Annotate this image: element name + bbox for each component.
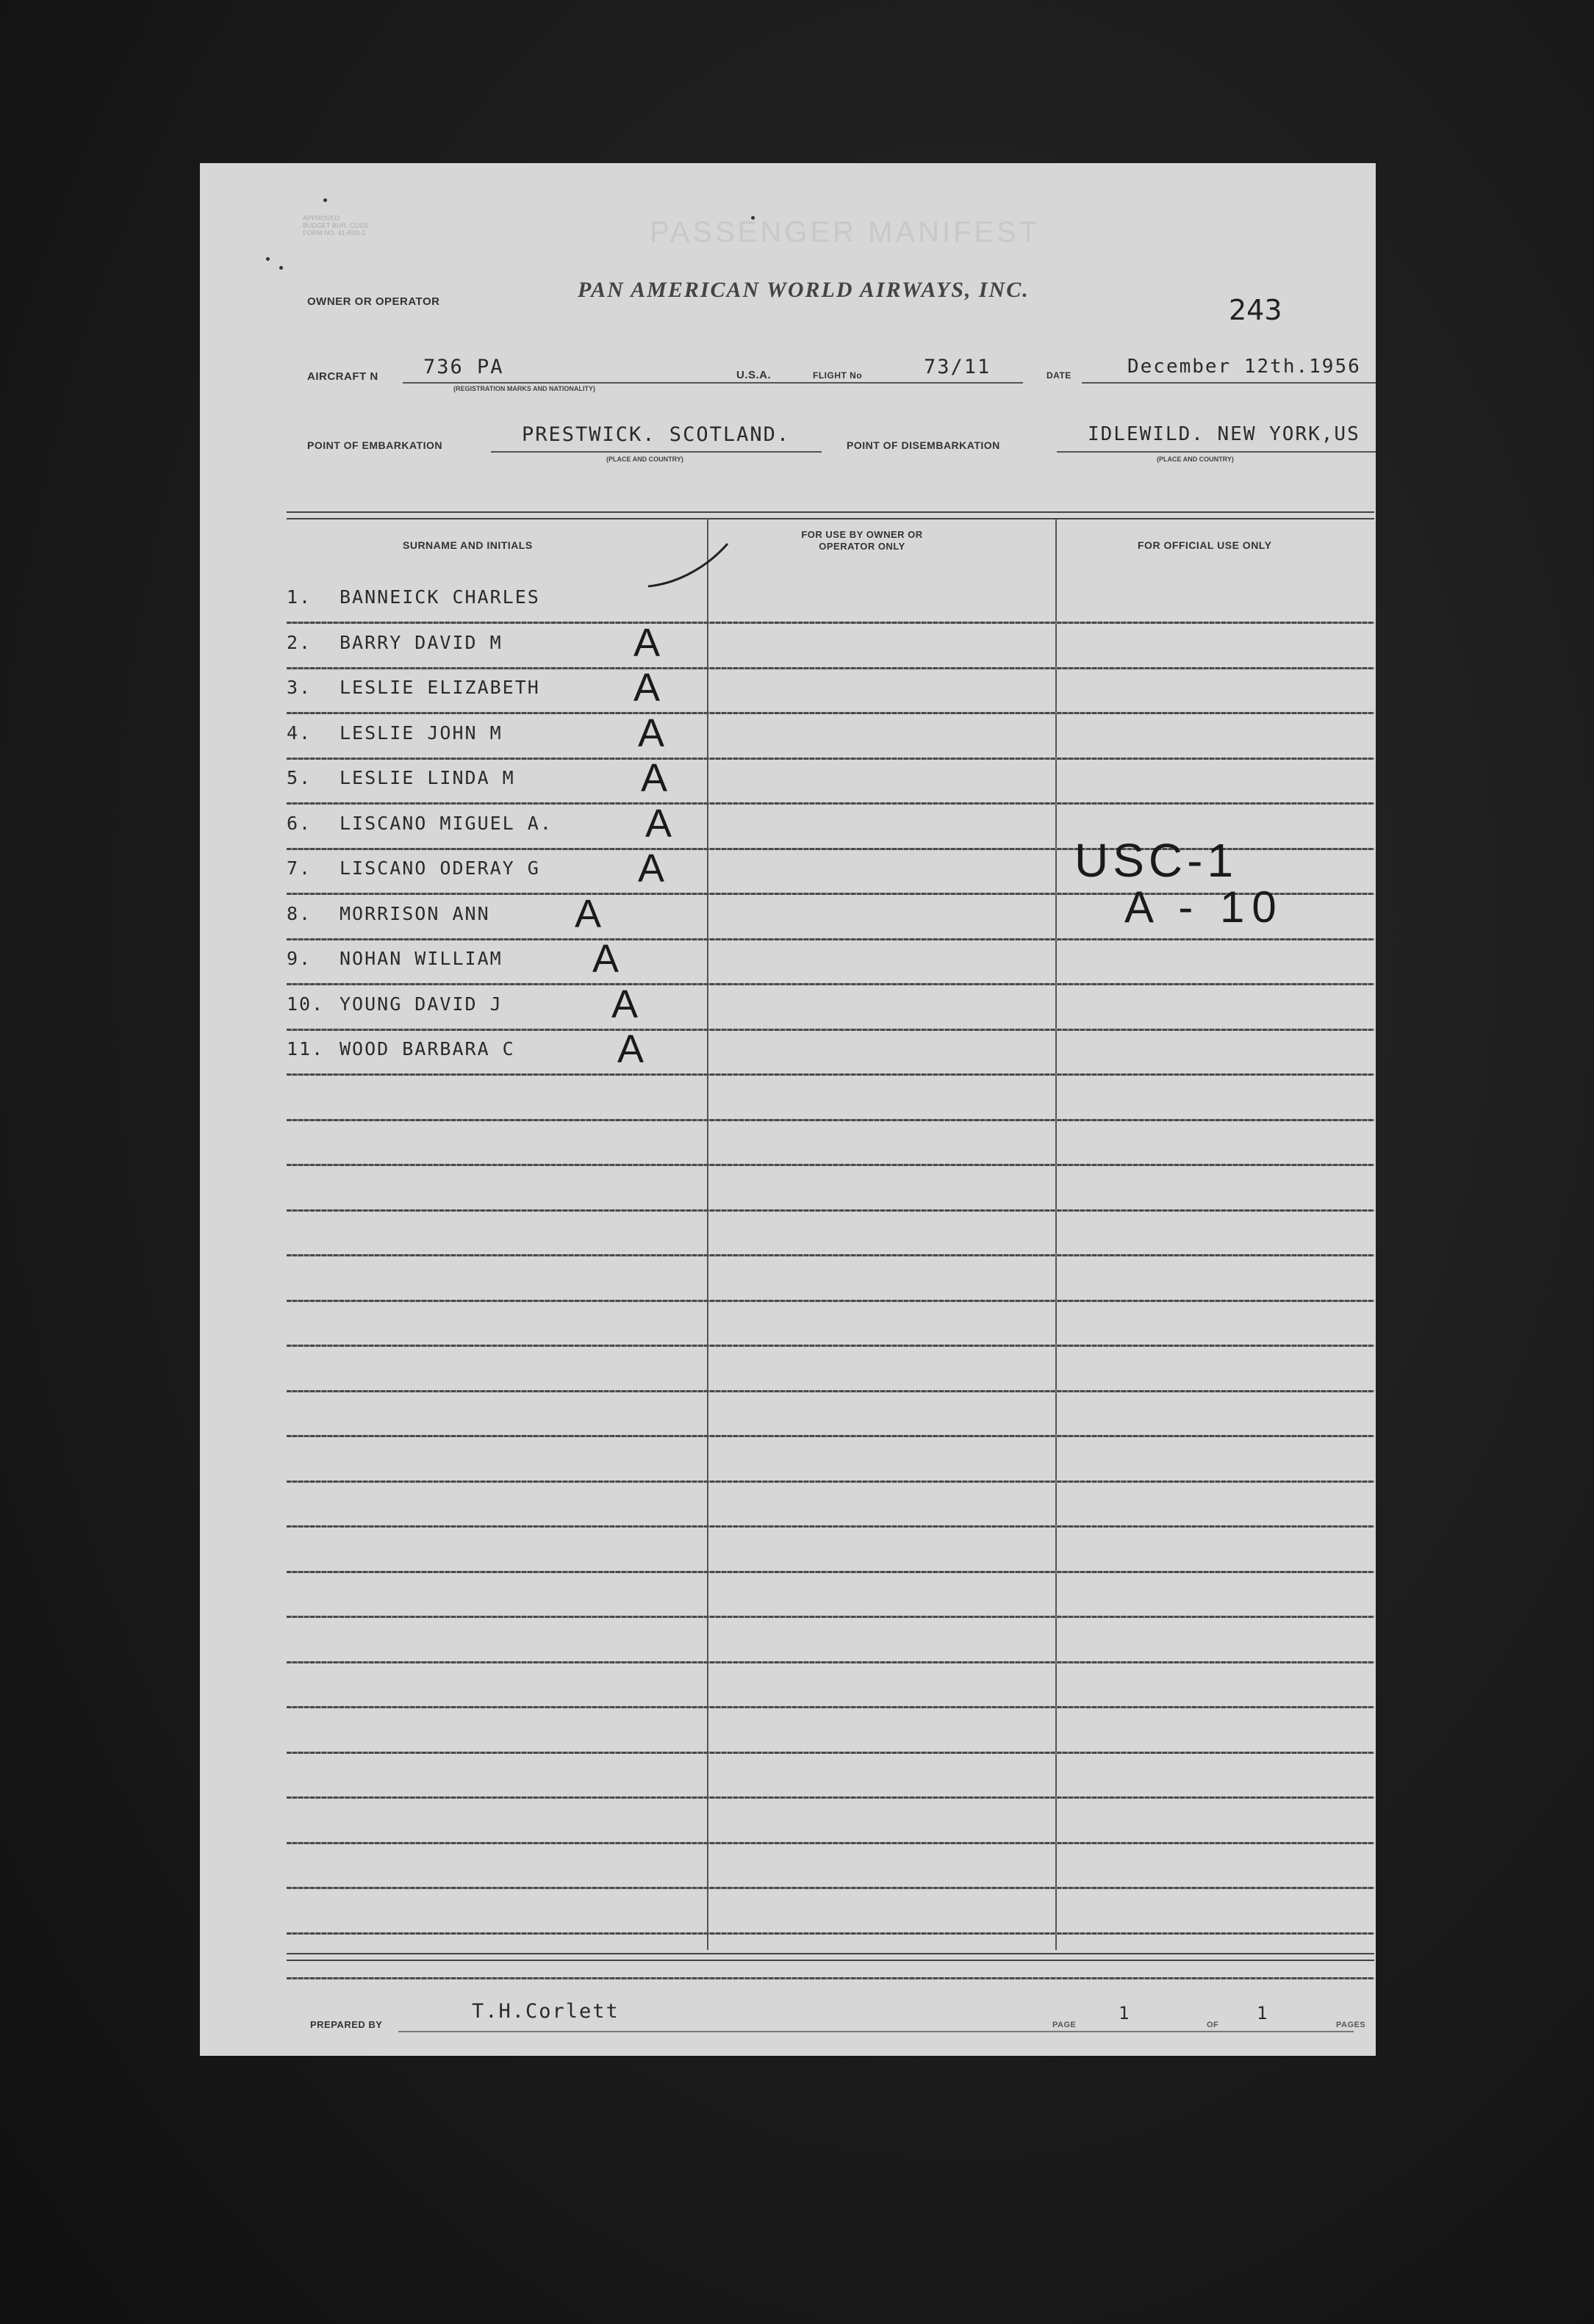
table-rule bbox=[287, 1435, 1374, 1437]
table-rule bbox=[287, 758, 1374, 760]
table-rule bbox=[287, 1345, 1374, 1347]
table-rule bbox=[287, 1525, 1374, 1528]
passenger-number: 3. bbox=[287, 677, 312, 698]
approval-mark: A bbox=[638, 846, 665, 891]
passenger-number: 1. bbox=[287, 586, 312, 608]
table-top-border bbox=[287, 511, 1374, 519]
approval-mark: A bbox=[638, 711, 665, 755]
of-value: 1 bbox=[1257, 2003, 1269, 2023]
embarkation-underline bbox=[491, 451, 822, 453]
table-rule bbox=[287, 622, 1374, 624]
table-rule bbox=[287, 938, 1374, 940]
table-rule bbox=[287, 1209, 1374, 1212]
passenger-name: LISCANO ODERAY G bbox=[340, 857, 540, 879]
disembarkation-underline bbox=[1057, 451, 1376, 453]
approval-stamp: APPROVED BUDGET BUR. CUSS. FORM NO. 41-R00-2 bbox=[303, 215, 370, 237]
table-rule bbox=[287, 1571, 1374, 1573]
page-value: 1 bbox=[1119, 2003, 1131, 2023]
approval-mark: A bbox=[575, 892, 602, 936]
approval-mark: A bbox=[633, 666, 661, 710]
approval-mark: A bbox=[611, 982, 639, 1026]
approval-mark: A bbox=[645, 802, 672, 846]
column-divider-1 bbox=[707, 519, 708, 1950]
table-rule bbox=[287, 1977, 1374, 1979]
official-note-line1: USC-1 bbox=[1074, 834, 1238, 887]
aircraft-sublabel: (REGISTRATION MARKS AND NATIONALITY) bbox=[453, 385, 595, 392]
table-rule bbox=[287, 1616, 1374, 1618]
table-rule bbox=[287, 1706, 1374, 1708]
manifest-sheet bbox=[200, 163, 1376, 2056]
passenger-name: LESLIE JOHN M bbox=[340, 722, 503, 744]
check-mark-icon bbox=[641, 538, 736, 597]
passenger-number: 9. bbox=[287, 948, 312, 969]
column-divider-2 bbox=[1055, 519, 1057, 1950]
table-rule bbox=[287, 1029, 1374, 1031]
passenger-number: 4. bbox=[287, 722, 312, 744]
column-header-owner-use: FOR USE BY OWNER OR OPERATOR ONLY bbox=[801, 529, 923, 552]
embarkation-label: POINT OF EMBARKATION bbox=[307, 439, 442, 451]
passenger-number: 8. bbox=[287, 903, 312, 924]
aircraft-underline bbox=[403, 382, 930, 384]
table-rule bbox=[287, 1254, 1374, 1256]
table-rule bbox=[287, 1796, 1374, 1799]
disembarkation-label: POINT OF DISEMBARKATION bbox=[847, 439, 1000, 451]
passenger-number: 6. bbox=[287, 813, 312, 834]
table-rule bbox=[287, 1073, 1374, 1076]
speck bbox=[279, 266, 283, 270]
table-rule bbox=[287, 1164, 1374, 1166]
date-value: December 12th.1956 bbox=[1127, 356, 1361, 378]
table-rule bbox=[287, 1661, 1374, 1663]
aircraft-label: AIRCRAFT N bbox=[307, 370, 378, 383]
table-rule bbox=[287, 1390, 1374, 1392]
approval-mark: A bbox=[633, 621, 661, 665]
passenger-name: MORRISON ANN bbox=[340, 903, 490, 924]
table-rule bbox=[287, 712, 1374, 714]
table-rule bbox=[287, 983, 1374, 985]
flight-value: 73/11 bbox=[924, 356, 991, 378]
speck bbox=[266, 257, 270, 261]
flight-label: FLIGHT No bbox=[813, 370, 863, 381]
official-note-line2: A - 10 bbox=[1124, 882, 1284, 932]
disembarkation-value: IDLEWILD. NEW YORK,US bbox=[1088, 423, 1360, 445]
of-label: OF bbox=[1207, 2021, 1219, 2029]
table-rule bbox=[287, 1887, 1374, 1889]
passenger-name: YOUNG DAVID J bbox=[340, 993, 503, 1015]
passenger-name: LESLIE ELIZABETH bbox=[340, 677, 540, 698]
table-rule bbox=[287, 1842, 1374, 1844]
passenger-number: 11. bbox=[287, 1038, 325, 1060]
date-label: DATE bbox=[1046, 370, 1071, 381]
embarkation-value: PRESTWICK. SCOTLAND. bbox=[522, 423, 791, 446]
owner-value: PAN AMERICAN WORLD AIRWAYS, INC. bbox=[578, 278, 1030, 302]
flight-underline bbox=[876, 382, 1023, 384]
page-number: 243 bbox=[1229, 294, 1282, 326]
table-rule bbox=[287, 1119, 1374, 1121]
table-rule bbox=[287, 1932, 1374, 1935]
approval-mark: A bbox=[592, 937, 620, 981]
approval-mark: A bbox=[641, 756, 668, 800]
passenger-name: BANNEICK CHARLES bbox=[340, 586, 540, 608]
table-rule bbox=[287, 1300, 1374, 1302]
disembarkation-sublabel: (PLACE AND COUNTRY) bbox=[1157, 456, 1234, 463]
prepared-by-label: PREPARED BY bbox=[310, 2019, 383, 2030]
page-label: PAGE bbox=[1052, 2021, 1077, 2029]
table-rule bbox=[287, 667, 1374, 669]
passenger-name: WOOD BARBARA C bbox=[340, 1038, 515, 1060]
prepared-by-value: T.H.Corlett bbox=[472, 2000, 620, 2023]
date-underline bbox=[1082, 382, 1376, 384]
passenger-name: BARRY DAVID M bbox=[340, 632, 503, 653]
owner-label: OWNER OR OPERATOR bbox=[307, 295, 440, 308]
approval-mark: A bbox=[617, 1027, 645, 1071]
aircraft-value: 736 PA bbox=[423, 356, 504, 378]
passenger-number: 7. bbox=[287, 857, 312, 879]
passenger-name: LESLIE LINDA M bbox=[340, 767, 515, 788]
passenger-number: 5. bbox=[287, 767, 312, 788]
speck bbox=[323, 198, 327, 202]
footer-underline bbox=[398, 2031, 1354, 2032]
usa-label: U.S.A. bbox=[736, 369, 772, 381]
column-header-official-use: FOR OFFICIAL USE ONLY bbox=[1138, 539, 1272, 551]
passenger-name: LISCANO MIGUEL A. bbox=[340, 813, 553, 834]
passenger-number: 10. bbox=[287, 993, 325, 1015]
pages-label: PAGES bbox=[1336, 2021, 1366, 2029]
form-title: PASSENGER MANIFEST bbox=[650, 216, 1041, 248]
table-rule bbox=[287, 802, 1374, 805]
table-bottom-border bbox=[287, 1953, 1374, 1961]
table-rule bbox=[287, 1481, 1374, 1483]
passenger-name: NOHAN WILLIAM bbox=[340, 948, 503, 969]
column-header-surname: SURNAME AND INITIALS bbox=[403, 539, 533, 551]
table-rule bbox=[287, 1752, 1374, 1754]
embarkation-sublabel: (PLACE AND COUNTRY) bbox=[606, 456, 683, 463]
passenger-number: 2. bbox=[287, 632, 312, 653]
